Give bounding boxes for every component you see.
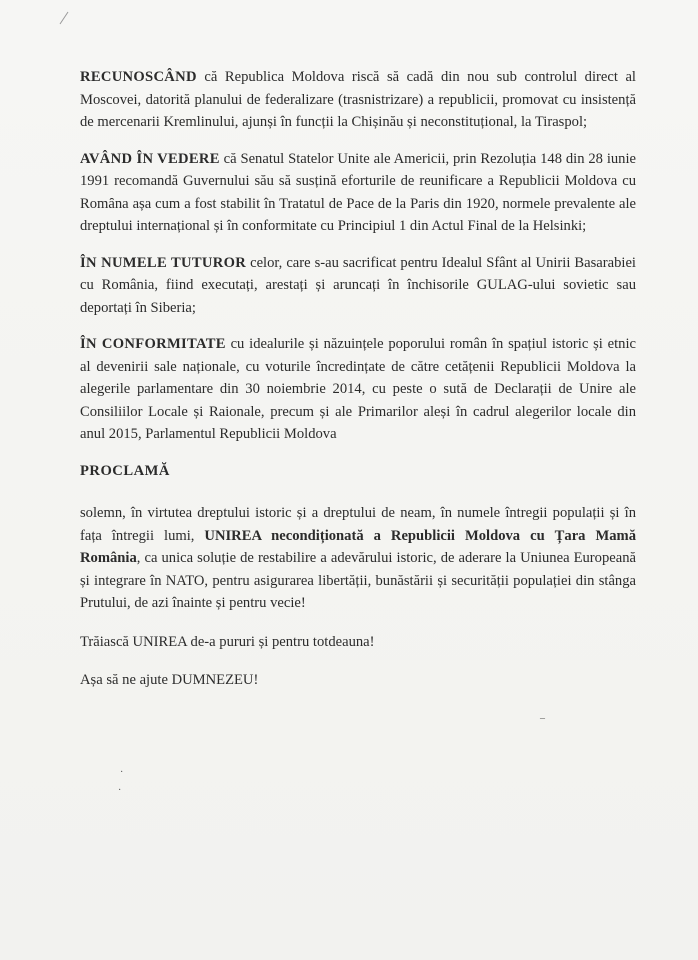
proclamation-heading: PROCLAMĂ [80, 462, 170, 479]
paragraph-proclamation [80, 502, 636, 615]
closing-line-dumnezeu: Așa să ne ajute DUMNEZEU! [80, 672, 259, 688]
paragraph-text: , ca unica soluție de restabilire a adevărului istoric, de aderare la Uniunea Europeană și integrare în NATO, pentru asigurarea libertății, bunăstării și securității populației din stânga Prutului, de azi înainte și pentru vecie! [80, 550, 636, 611]
paragraph-lead: AVÂND ÎN VEDERE [80, 150, 220, 167]
declaration-body [80, 66, 636, 706]
closing-line-unirea: Trăiască UNIREA de-a pururi și pentru totdeauna! [80, 633, 375, 650]
paragraph-text: că Senatul Statelor Unite ale Americii, prin Rezoluția 148 din 28 iunie 1991 recomandă Guvernului său să susțină eforturile de reunificare a Republicii Moldova cu Romȃna așa cum a fost stabilit în Tratatul de Pace de la Paris din 1920, normele prevalente ale dreptului internațional și în conformitate cu Principiul 1 din Actul Final de la Helsinki; [80, 150, 636, 234]
scan-speck: – [540, 713, 545, 724]
paragraph-in-conformitate [80, 333, 636, 446]
paragraph-bold-text: UNIREA necondiționată a Republicii Moldova cu Țara Mamă România [80, 527, 637, 566]
scan-speck: · [120, 767, 124, 778]
scan-speck: · [118, 785, 122, 796]
paragraph-text: că Republica Moldova riscă să cadă din nou sub controlul direct al Moscovei, datorită planului de federalizare (trasnistrizare) a republicii, promovat cu insistență de mercenarii Kremlinului, ajunși în funcții la Chișinău și neconstituțional, la Tiraspol; [80, 69, 636, 130]
scan-mark [58, 10, 70, 26]
paragraph-in-numele-tuturor [80, 252, 636, 320]
paragraph-recunoscand [80, 66, 636, 134]
paragraph-lead: ÎN NUMELE TUTUROR [80, 254, 247, 271]
paragraph-text: cu idealurile și năzuințele poporului român în spațiul istoric și etnic al devenirii sale naționale, cu voturile încredințate de către cetățenii Republicii Moldova la alegerile parlamentare din 30 noiembrie 2014, cu peste o sută de Declarații de Unire ale Consiliilor Locale și Raionale, precum și ale Primarilor aleși în cadrul alegerilor locale din anul 2015, Parlamentul Republicii Moldova [80, 336, 636, 442]
paragraph-avand-in-vedere [80, 148, 636, 238]
paragraph-text: celor, care s-au sacrificat pentru Idealul Sfânt al Unirii Basarabiei cu România, fiind executați, arestați și aruncați în închisorile GULAG-ului sovietic sau deportați în Siberia; [80, 254, 636, 316]
paragraph-text: solemn, în virtutea dreptului istoric și a dreptului de neam, în numele întregii populații și în fața întregii lumi, [80, 505, 636, 544]
paragraph-lead: ÎN CONFORMITATE [80, 336, 226, 352]
paragraph-lead: RECUNOSCÂND [80, 69, 197, 85]
